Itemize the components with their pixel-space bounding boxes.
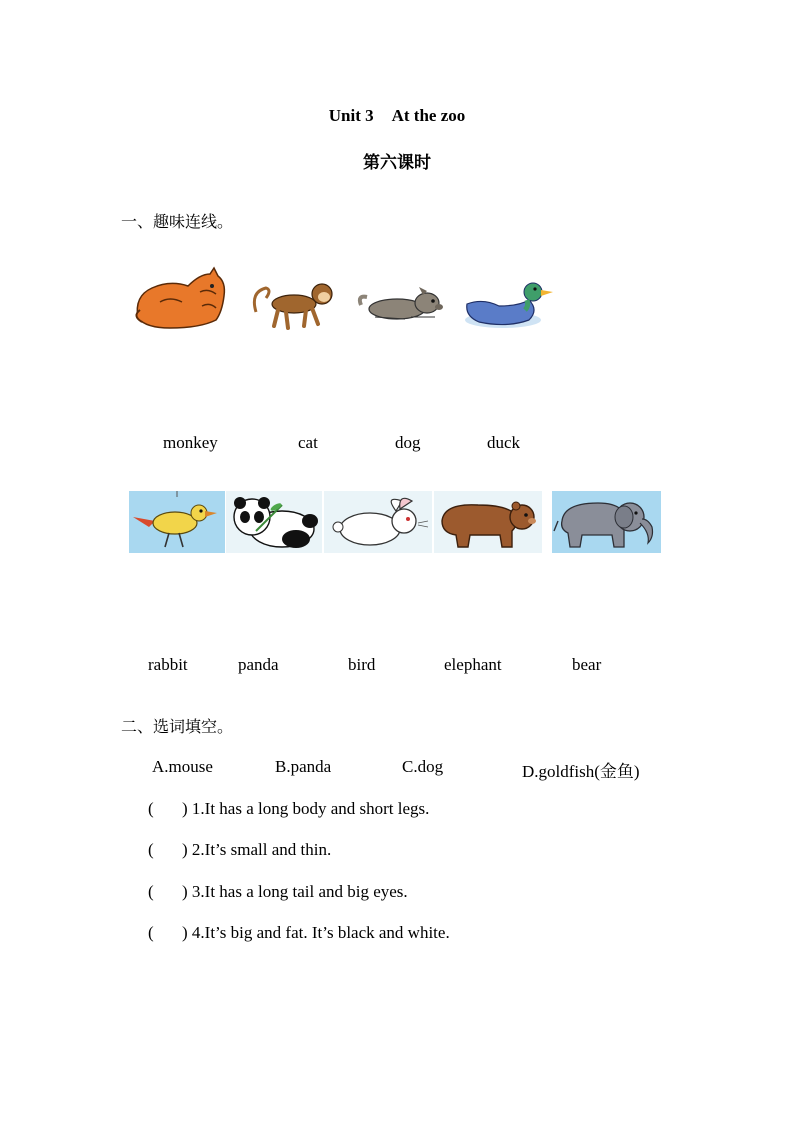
bear-picture [434, 491, 542, 553]
option-d: D.goldfish(金鱼) [522, 762, 640, 781]
answer-blank-close: ) [182, 882, 188, 901]
question-2 [148, 840, 331, 860]
word-monkey: monkey [163, 433, 218, 452]
duck-picture [459, 276, 555, 331]
topic-label: At the zoo [391, 106, 466, 125]
monkey-picture [246, 268, 344, 332]
panda-picture [226, 491, 322, 553]
page-title [0, 106, 794, 126]
word-bird: bird [348, 655, 376, 674]
question-3 [148, 882, 408, 902]
word-cat: cat [298, 433, 318, 452]
option-b: B.panda [275, 757, 332, 776]
answer-blank-open[interactable]: ( [148, 882, 154, 901]
question-text: 4.It’s big and fat. It’s black and white. [191, 923, 450, 942]
answer-blank-close: ) [182, 840, 188, 859]
question-text: 2.It’s small and thin. [191, 840, 332, 859]
answer-blank-open[interactable]: ( [148, 923, 154, 942]
dog-picture [355, 275, 449, 331]
section1-heading: 一、趣味连线。 [121, 212, 234, 231]
word-panda: panda [238, 655, 279, 674]
cat-picture [130, 266, 228, 332]
word-rabbit: rabbit [148, 655, 188, 674]
bird-picture [129, 491, 225, 553]
question-4 [148, 923, 450, 943]
unit-label: Unit 3 [328, 106, 374, 125]
rabbit-picture [324, 491, 432, 553]
answer-blank-close: ) [182, 923, 188, 942]
option-c: C.dog [402, 757, 444, 776]
elephant-picture [552, 491, 661, 553]
answer-blank-open[interactable]: ( [148, 840, 154, 859]
answer-blank-open[interactable]: ( [148, 799, 154, 818]
option-a: A.mouse [152, 757, 213, 776]
lesson-label: 第六课时 [363, 153, 431, 173]
section2-heading: 二、选词填空。 [121, 717, 234, 736]
word-dog: dog [395, 433, 421, 452]
word-duck: duck [487, 433, 521, 452]
question-text: 3.It has a long tail and big eyes. [191, 882, 408, 901]
word-bear: bear [572, 655, 602, 674]
question-1 [148, 799, 429, 819]
answer-blank-close: ) [182, 799, 188, 818]
word-elephant: elephant [444, 655, 502, 674]
question-text: 1.It has a long body and short legs. [191, 799, 430, 818]
